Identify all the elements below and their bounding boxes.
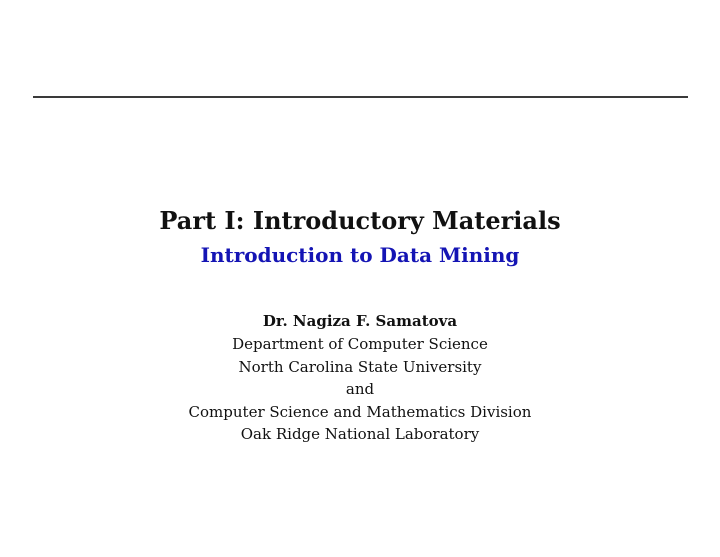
slide-title: Part I: Introductory Materials [159,206,561,235]
affiliation-laboratory: Oak Ridge National Laboratory [240,425,480,443]
affiliation-department: Department of Computer Science [232,335,488,353]
title-block [0,203,720,271]
affiliation-conjunction: and [345,380,375,398]
affiliation-division: Computer Science and Mathematics Division [188,402,532,421]
top-divider-line [33,96,688,98]
author-name: Dr. Nagiza F. Samatova [262,312,458,330]
author-block [0,310,720,446]
slide-subtitle: Introduction to Data Mining [200,243,520,267]
affiliation-university: North Carolina State University [238,357,482,376]
